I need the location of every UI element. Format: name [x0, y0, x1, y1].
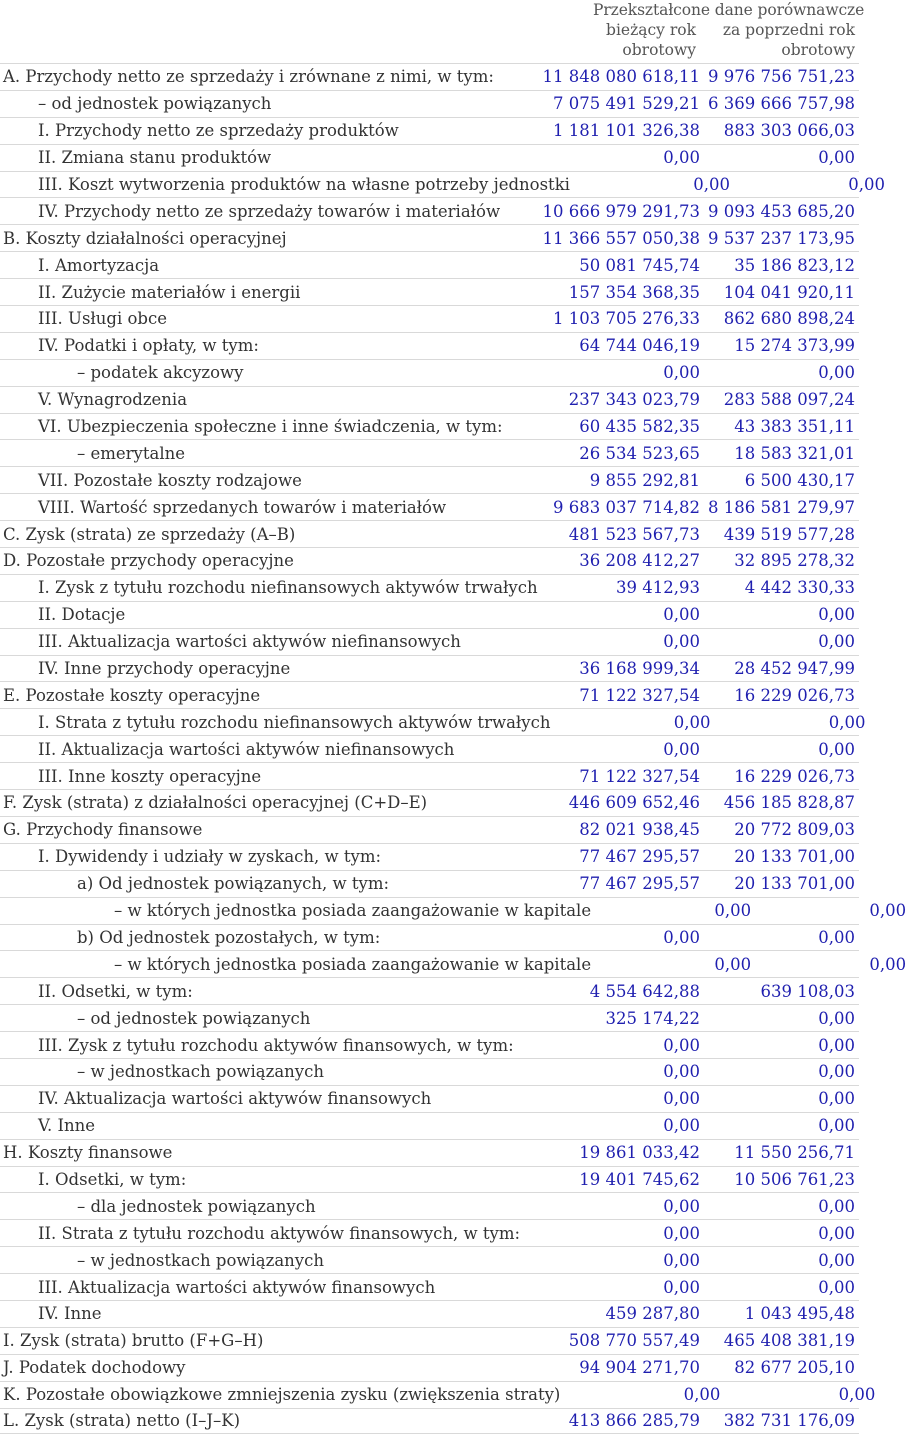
- table-row: [0, 224, 859, 251]
- table-row: [0, 439, 859, 466]
- row-previous-value: 20 133 701,00: [734, 847, 855, 867]
- table-row: [0, 278, 859, 305]
- table-row: [0, 574, 859, 601]
- table-row: [0, 1085, 859, 1112]
- row-label: VI. Ubezpieczenia społeczne i inne świadczenia, w tym:: [38, 417, 503, 437]
- row-previous-value: 4 442 330,33: [744, 578, 855, 598]
- row-label: G. Przychody finansowe: [3, 820, 203, 840]
- row-current-value: 10 666 979 291,73: [542, 201, 700, 221]
- row-current-value: 4 554 642,88: [589, 981, 700, 1001]
- row-label: I. Przychody netto ze sprzedaży produktów: [38, 121, 399, 141]
- header-previous-line-1: za poprzedni rok: [722, 21, 855, 39]
- row-current-value: 0,00: [663, 1035, 700, 1055]
- row-current-value: 0,00: [663, 632, 700, 652]
- row-previous-value: 0,00: [818, 739, 855, 759]
- row-current-value: 77 467 295,57: [579, 847, 700, 867]
- table-body: [0, 63, 907, 1434]
- row-label: – od jednostek powiązanych: [38, 94, 272, 114]
- row-label: a) Od jednostek powiązanych, w tym:: [77, 874, 390, 894]
- table-row: [0, 1300, 859, 1327]
- row-current-value: 0,00: [663, 363, 700, 383]
- row-previous-value: 465 408 381,19: [723, 1331, 855, 1351]
- table-row: [0, 1381, 876, 1408]
- row-previous-value: 6 500 430,17: [744, 470, 855, 490]
- row-previous-value: 382 731 176,09: [723, 1411, 855, 1431]
- table-row: [0, 1112, 859, 1139]
- table-row: [0, 171, 885, 198]
- row-current-value: 0,00: [663, 1250, 700, 1270]
- row-previous-value: 1 043 495,48: [744, 1304, 855, 1324]
- row-current-value: 77 467 295,57: [579, 874, 700, 894]
- row-current-value: 413 866 285,79: [568, 1411, 700, 1431]
- row-current-value: 0,00: [663, 1116, 700, 1136]
- row-current-value: 19 401 745,62: [579, 1169, 700, 1189]
- header-group-title: Przekształcone dane porównawcze: [593, 1, 865, 19]
- row-label: F. Zysk (strata) z działalności operacyjnej (C+D–E): [3, 793, 428, 813]
- table-row: [0, 1031, 859, 1058]
- row-current-value: 9 683 037 714,82: [553, 497, 700, 517]
- row-label: III. Zysk z tytułu rozchodu aktywów finansowych, w tym:: [38, 1035, 514, 1055]
- row-current-value: 0,00: [673, 712, 711, 732]
- row-previous-value: 0,00: [818, 1035, 855, 1055]
- row-previous-value: 35 186 823,12: [734, 255, 855, 275]
- row-previous-value: 0,00: [828, 712, 866, 732]
- table-row: [0, 762, 859, 789]
- row-current-value: 325 174,22: [605, 1008, 700, 1028]
- row-previous-value: 0,00: [818, 1008, 855, 1028]
- header-current-year: [586, 20, 696, 60]
- row-previous-value: 0,00: [818, 148, 855, 168]
- row-label: II. Strata z tytułu rozchodu aktywów finansowych, w tym:: [38, 1223, 521, 1243]
- table-row: [0, 332, 859, 359]
- row-previous-value: 6 369 666 757,98: [708, 94, 855, 114]
- row-current-value: 19 861 033,42: [579, 1143, 700, 1163]
- row-label: D. Pozostałe przychody operacyjne: [3, 551, 294, 571]
- row-label: – w jednostkach powiązanych: [77, 1062, 324, 1082]
- row-current-value: 71 122 327,54: [579, 685, 700, 705]
- row-previous-value: 9 976 756 751,23: [708, 67, 855, 87]
- row-previous-value: 11 550 256,71: [734, 1143, 855, 1163]
- table-row: [0, 628, 859, 655]
- row-previous-value: 82 677 205,10: [734, 1358, 855, 1378]
- row-current-value: 0,00: [663, 1062, 700, 1082]
- header-previous-line-2: obrotowy: [781, 41, 855, 59]
- table-row: [0, 816, 859, 843]
- table-row: [0, 305, 859, 332]
- row-current-value: 0,00: [663, 739, 700, 759]
- row-previous-value: 0,00: [818, 1196, 855, 1216]
- row-previous-value: 0,00: [818, 1062, 855, 1082]
- row-previous-value: 16 229 026,73: [734, 766, 855, 786]
- row-label: – w jednostkach powiązanych: [77, 1250, 324, 1270]
- table-row: [0, 359, 859, 386]
- row-current-value: 9 855 292,81: [589, 470, 700, 490]
- row-label: II. Zmiana stanu produktów: [38, 148, 272, 168]
- row-label: J. Podatek dochodowy: [3, 1358, 186, 1378]
- row-current-value: 94 904 271,70: [579, 1358, 700, 1378]
- row-previous-value: 18 583 321,01: [734, 443, 855, 463]
- table-row: [0, 1058, 859, 1085]
- row-current-value: 157 354 368,35: [568, 282, 700, 302]
- table-row: [0, 547, 859, 574]
- row-previous-value: 0,00: [869, 954, 907, 974]
- row-label: II. Dotacje: [38, 605, 126, 625]
- row-previous-value: 283 588 097,24: [723, 390, 855, 410]
- row-label: II. Zużycie materiałów i energii: [38, 282, 301, 302]
- row-current-value: 0,00: [663, 605, 700, 625]
- table-row: [0, 601, 859, 628]
- row-current-value: 0,00: [663, 1196, 700, 1216]
- table-row: [0, 708, 866, 735]
- row-current-value: 508 770 557,49: [568, 1331, 700, 1351]
- row-current-value: 0,00: [683, 1385, 721, 1405]
- row-label: II. Aktualizacja wartości aktywów niefinansowych: [38, 739, 455, 759]
- row-label: I. Zysk (strata) brutto (F+G–H): [3, 1331, 264, 1351]
- table-row: [0, 63, 859, 90]
- row-previous-value: 862 680 898,24: [723, 309, 855, 329]
- row-previous-value: 15 274 373,99: [734, 336, 855, 356]
- row-label: IV. Aktualizacja wartości aktywów finansowych: [38, 1089, 432, 1109]
- row-previous-value: 439 519 577,28: [723, 524, 855, 544]
- table-row: [0, 843, 859, 870]
- row-label: IV. Przychody netto ze sprzedaży towarów i materiałów: [38, 201, 501, 221]
- row-label: V. Wynagrodzenia: [38, 390, 188, 410]
- row-previous-value: 28 452 947,99: [734, 659, 855, 679]
- row-label: I. Odsetki, w tym:: [38, 1169, 187, 1189]
- row-previous-value: 0,00: [838, 1385, 876, 1405]
- row-label: K. Pozostałe obowiązkowe zmniejszenia zysku (zwiększenia straty): [3, 1385, 561, 1405]
- row-current-value: 36 208 412,27: [579, 551, 700, 571]
- row-current-value: 71 122 327,54: [579, 766, 700, 786]
- table-row: [0, 789, 859, 816]
- row-current-value: 64 744 046,19: [579, 336, 700, 356]
- row-label: – dla jednostek powiązanych: [77, 1196, 316, 1216]
- table-row: [0, 1354, 859, 1381]
- row-current-value: 481 523 567,73: [568, 524, 700, 544]
- row-label: – od jednostek powiązanych: [77, 1008, 311, 1028]
- row-current-value: 0,00: [663, 148, 700, 168]
- row-previous-value: 8 186 581 279,97: [708, 497, 855, 517]
- table-row: [0, 251, 859, 278]
- row-current-value: 1 103 705 276,33: [553, 309, 700, 329]
- row-previous-value: 9 537 237 173,95: [708, 228, 855, 248]
- table-row: [0, 681, 859, 708]
- row-current-value: 26 534 523,65: [579, 443, 700, 463]
- row-label: IV. Podatki i opłaty, w tym:: [38, 336, 259, 356]
- header-current-line-2: obrotowy: [622, 41, 696, 59]
- row-previous-value: 104 041 920,11: [723, 282, 855, 302]
- row-label: I. Dywidendy i udziały w zyskach, w tym:: [38, 847, 382, 867]
- row-label: II. Odsetki, w tym:: [38, 981, 193, 1001]
- row-label: IV. Inne: [38, 1304, 102, 1324]
- row-label: C. Zysk (strata) ze sprzedaży (A–B): [3, 524, 296, 544]
- row-current-value: 39 412,93: [616, 578, 700, 598]
- table-row: [0, 897, 907, 924]
- row-current-value: 11 848 080 618,11: [542, 67, 700, 87]
- row-label: b) Od jednostek pozostałych, w tym:: [77, 927, 381, 947]
- row-label: H. Koszty finansowe: [3, 1143, 173, 1163]
- table-row: [0, 1192, 859, 1219]
- row-current-value: 0,00: [663, 1223, 700, 1243]
- row-label: – w których jednostka posiada zaangażowanie w kapitale: [114, 901, 592, 921]
- row-label: B. Koszty działalności operacyjnej: [3, 228, 287, 248]
- table-row: [0, 924, 859, 951]
- table-row: [0, 493, 859, 520]
- table-row: [0, 386, 859, 413]
- row-current-value: 50 081 745,74: [579, 255, 700, 275]
- row-label: III. Inne koszty operacyjne: [38, 766, 262, 786]
- row-current-value: 82 021 938,45: [579, 820, 700, 840]
- table-row: [0, 1219, 859, 1246]
- table-row: [0, 1246, 859, 1273]
- row-previous-value: 0,00: [818, 605, 855, 625]
- table-row: [0, 144, 859, 171]
- table-header: [0, 0, 865, 64]
- row-current-value: 237 343 023,79: [568, 390, 700, 410]
- row-label: – podatek akcyzowy: [77, 363, 244, 383]
- table-row: [0, 950, 907, 977]
- row-previous-value: 32 895 278,32: [734, 551, 855, 571]
- row-label: IV. Inne przychody operacyjne: [38, 659, 291, 679]
- row-previous-value: 883 303 066,03: [723, 121, 855, 141]
- row-previous-value: 0,00: [818, 927, 855, 947]
- row-label: – emerytalne: [77, 443, 186, 463]
- row-label: VIII. Wartość sprzedanych towarów i materiałów: [38, 497, 447, 517]
- row-previous-value: 20 772 809,03: [734, 820, 855, 840]
- row-previous-value: 16 229 026,73: [734, 685, 855, 705]
- table-row: [0, 413, 859, 440]
- row-current-value: 0,00: [663, 1089, 700, 1109]
- table-row: [0, 1273, 859, 1300]
- row-previous-value: 0,00: [818, 1250, 855, 1270]
- row-label: III. Usługi obce: [38, 309, 167, 329]
- row-label: V. Inne: [38, 1116, 96, 1136]
- row-previous-value: 456 185 828,87: [723, 793, 855, 813]
- row-previous-value: 0,00: [818, 1223, 855, 1243]
- table-row: [0, 735, 859, 762]
- table-row: [0, 977, 859, 1004]
- row-label: III. Aktualizacja wartości aktywów niefinansowych: [38, 632, 461, 652]
- row-label: – w których jednostka posiada zaangażowanie w kapitale: [114, 954, 592, 974]
- table-row: [0, 1166, 859, 1193]
- row-current-value: 459 287,80: [605, 1304, 700, 1324]
- row-previous-value: 9 093 453 685,20: [708, 201, 855, 221]
- row-label: III. Aktualizacja wartości aktywów finansowych: [38, 1277, 436, 1297]
- row-previous-value: 20 133 701,00: [734, 874, 855, 894]
- table-row: [0, 520, 859, 547]
- row-current-value: 0,00: [714, 901, 752, 921]
- table-row: [0, 117, 859, 144]
- table-row: [0, 1327, 859, 1354]
- row-previous-value: 0,00: [869, 901, 907, 921]
- row-current-value: 36 168 999,34: [579, 659, 700, 679]
- row-previous-value: 0,00: [818, 632, 855, 652]
- table-row: [0, 870, 859, 897]
- row-current-value: 7 075 491 529,21: [553, 94, 700, 114]
- row-label: I. Zysk z tytułu rozchodu niefinansowych aktywów trwałych: [38, 578, 538, 598]
- header-current-line-1: bieżący rok: [606, 21, 696, 39]
- row-label: I. Strata z tytułu rozchodu niefinansowych aktywów trwałych: [38, 712, 551, 732]
- table-row: [0, 466, 859, 493]
- row-current-value: 1 181 101 326,38: [553, 121, 700, 141]
- row-current-value: 446 609 652,46: [568, 793, 700, 813]
- row-current-value: 0,00: [663, 927, 700, 947]
- row-previous-value: 0,00: [818, 1116, 855, 1136]
- header-previous-year: [705, 20, 855, 60]
- row-previous-value: 0,00: [818, 363, 855, 383]
- row-label: A. Przychody netto ze sprzedaży i zrównane z nimi, w tym:: [3, 67, 494, 87]
- row-current-value: 0,00: [714, 954, 752, 974]
- row-current-value: 0,00: [663, 1277, 700, 1297]
- table-row: [0, 197, 859, 224]
- row-current-value: 11 366 557 050,38: [542, 228, 700, 248]
- table-row: [0, 90, 859, 117]
- table-row: [0, 1004, 859, 1031]
- row-previous-value: 43 383 351,11: [734, 417, 855, 437]
- row-previous-value: 639 108,03: [760, 981, 855, 1001]
- row-previous-value: 0,00: [848, 175, 885, 194]
- row-previous-value: 0,00: [818, 1277, 855, 1297]
- row-current-value: 60 435 582,35: [579, 417, 700, 437]
- row-current-value: 0,00: [693, 175, 730, 194]
- row-label: E. Pozostałe koszty operacyjne: [3, 685, 261, 705]
- table-row: [0, 655, 859, 682]
- row-label: L. Zysk (strata) netto (I–J–K): [3, 1411, 241, 1431]
- row-label: I. Amortyzacja: [38, 255, 160, 275]
- row-previous-value: 0,00: [818, 1089, 855, 1109]
- table-row: [0, 1139, 859, 1166]
- row-label: VII. Pozostałe koszty rodzajowe: [38, 470, 302, 490]
- row-previous-value: 10 506 761,23: [734, 1169, 855, 1189]
- table-row: [0, 1408, 859, 1435]
- row-label: III. Koszt wytworzenia produktów na własne potrzeby jednostki: [38, 175, 570, 194]
